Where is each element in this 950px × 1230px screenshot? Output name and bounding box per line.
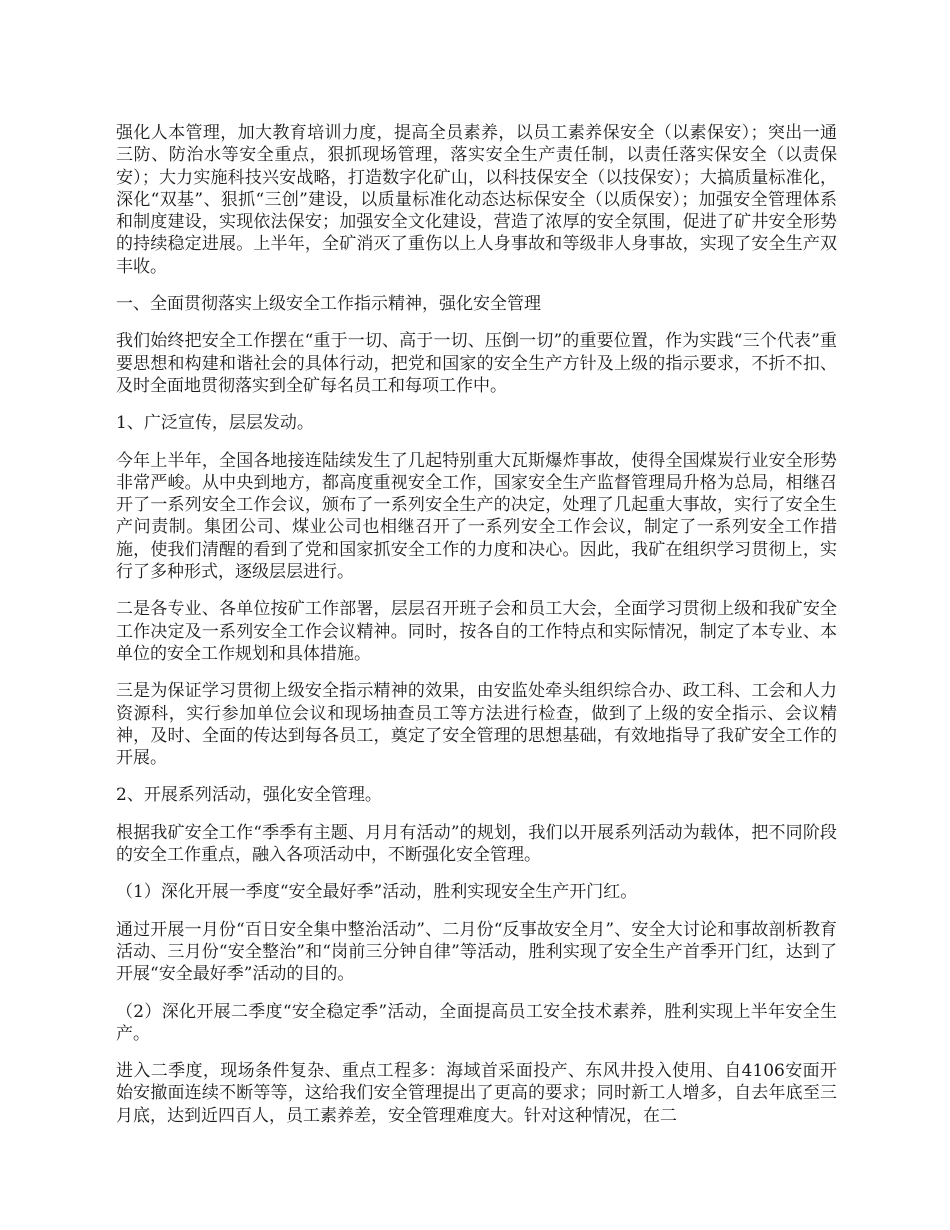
section-heading-1: 一、全面贯彻落实上级安全工作指示精神，强化安全管理: [116, 294, 541, 315]
paragraph: 我们始终把安全工作摆在“重于一切、高于一切、压倒一切”的重要位置，作为实践“三个代表”重要思想和构建和谐社会的具体行动，把党和国家的安全生产方针及上级的指示要求，不折不扣、及时全面地贯彻落实到全矿每名员工和每项工作中。: [116, 331, 837, 396]
item-heading-2: （2）深化开展二季度“安全稳定季”活动，全面提高员工安全技术素养，胜利实现上半年安全生产。: [116, 1001, 837, 1044]
item-heading-1: （1）深化开展一季度“安全最好季”活动，胜利实现安全生产开门红。: [116, 882, 638, 903]
paragraph: 三是为保证学习贯彻上级安全指示精神的效果，由安监处牵头组织综合办、政工科、工会和人力资源科，实行参加单位会议和现场抽查员工等方法进行检查，做到了上级的安全指示、会议精神，及时、全面的传达到每各员工，奠定了安全管理的思想基础，有效地指导了我矿安全工作的开展。: [116, 681, 837, 769]
paragraph: 二是各专业、各单位按矿工作部署，层层召开班子会和员工大会，全面学习贯彻上级和我矿安全工作决定及一系列安全工作会议精神。同时，按各自的工作特点和实际情况，制定了本专业、本单位的安全工作规划和具体措施。: [116, 599, 837, 664]
paragraph: 通过开展一月份“百日安全集中整治活动”、二月份“反事故安全月”、安全大讨论和事故剖析教育活动、三月份“安全整治”和“岗前三分钟自律”等活动，胜利实现了安全生产首季开门红，达到了开展“安全最好季”活动的目的。: [116, 919, 837, 985]
subsection-heading-2: 2、开展系列活动，强化安全管理。: [116, 785, 382, 806]
paragraph: 进入二季度，现场条件复杂、重点工程多：海域首采面投产、东风井投入使用、自4106安面开始安撤面连续不断等等，这给我们安全管理提出了更高的要求；同时新工人增多，自去年底至三月底，达到近四百人，员工素养差，安全管理难度大。针对这种情况，在二: [116, 1061, 837, 1126]
paragraph: 今年上半年，全国各地接连陆续发生了几起特别重大瓦斯爆炸事故，使得全国煤炭行业安全形势非常严峻。从中央到地方，都高度重视安全工作，国家安全生产监督管理局升格为总局，相继召开了一系列安全工作会议，颁布了一系列安全生产的决定，处理了几起重大事故，实行了安全生产问责制。集团公司、煤业公司也相继召开了一系列安全工作会议，制定了一系列安全工作措施，使我们清醒的看到了党和国家抓安全工作的力度和决心。因此，我矿在组织学习贯彻上，实行了多种形式，逐级层层进行。: [116, 450, 837, 583]
subsection-heading-1: 1、广泛宣传，层层发动。: [116, 413, 314, 434]
paragraph-intro: 强化人本管理，加大教育培训力度，提高全员素养，以员工素养保安全（以素保安）；突出一通三防、防治水等安全重点，狠抓现场管理，落实安全生产责任制，以责任落实保安全（以责保安）；大力实施科技兴安战略，打造数字化矿山，以科技保安全（以技保安）；大搞质量标准化，深化“双基”、狠抓“三创”建设，以质量标准化动态达标保安全（以质保安）；加强安全管理体系和制度建设，实现依法保安；加强安全文化建设，营造了浓厚的安全氛围，促进了矿井安全形势的持续稳定进展。上半年，全矿消灭了重伤以上人身事故和等级非人身事故，实现了安全生产双丰收。: [116, 123, 837, 277]
paragraph: 根据我矿安全工作“季季有主题、月月有活动”的规划，我们以开展系列活动为载体，把不同阶段的安全工作重点，融入各项活动中，不断强化安全管理。: [116, 822, 837, 866]
document-body: [116, 122, 837, 1142]
